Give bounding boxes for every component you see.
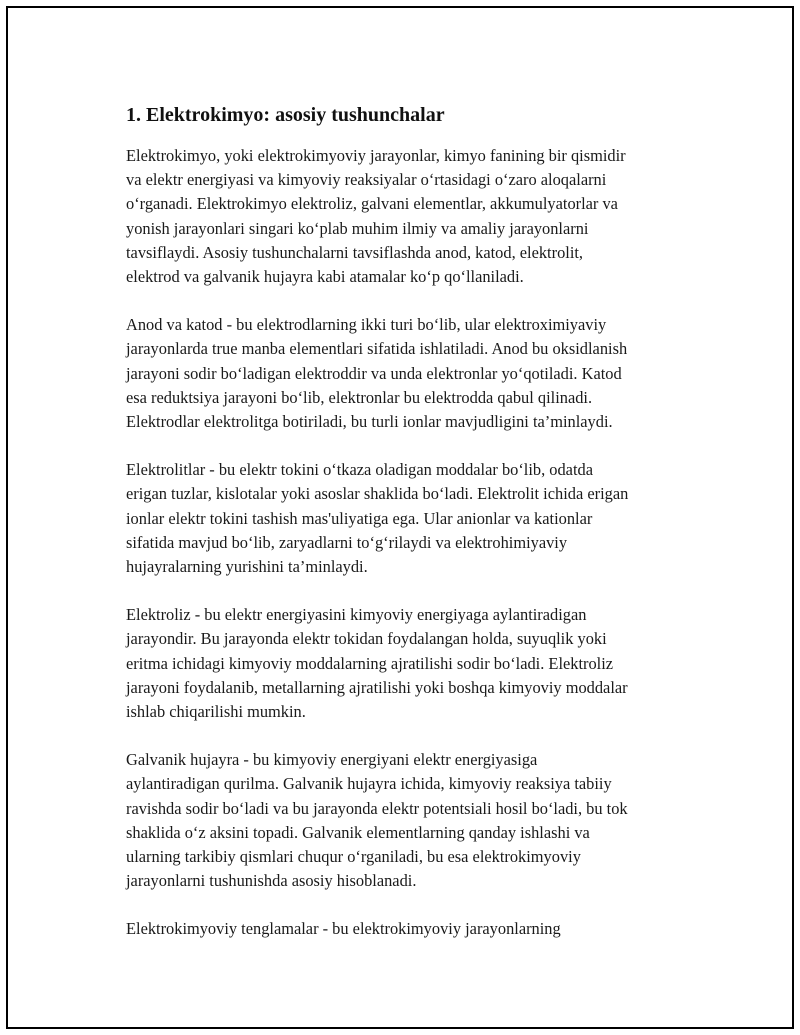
paragraph-electrolysis bbox=[126, 603, 706, 724]
text-line: ravishda sodir bo‘ladi va bu jarayonda elektr potentsiali hosil bo‘ladi, bu tok bbox=[126, 798, 628, 818]
text-line: erigan tuzlar, kislotalar yoki asoslar shaklida bo‘ladi. Elektrolit ichida erigan bbox=[126, 484, 629, 504]
text-line: jarayonlarda true manba elementlari sifatida ishlatiladi. Anod bu oksidlanish bbox=[126, 339, 628, 359]
section-heading: 1. Elektrokimyo: asosiy tushunchalar bbox=[126, 104, 445, 126]
text-line: jarayondir. Bu jarayonda elektr tokidan foydalangan holda, suyuqlik yoki bbox=[126, 629, 607, 649]
text-line: esa reduktsiya jarayoni bo‘lib, elektronlar bu elektrodda qabul qilinadi. bbox=[126, 387, 593, 407]
paragraph-electrolytes bbox=[126, 458, 706, 579]
text-line: shaklida o‘z aksini topadi. Galvanik elementlarning qanday ishlashi va bbox=[126, 822, 590, 842]
text-line: elektrod va galvanik hujayra kabi atamalar ko‘p qo‘llaniladi. bbox=[126, 267, 524, 287]
text-line: sifatida mavjud bo‘lib, zaryadlarni to‘g‘rilaydi va elektrohimiyaviy bbox=[126, 532, 568, 552]
text-line: Elektrolitlar - bu elektr tokini o‘tkaza oladigan moddalar bo‘lib, odatda bbox=[126, 460, 593, 480]
text-line: Galvanik hujayra - bu kimyoviy energiyani elektr energiyasiga bbox=[126, 750, 538, 770]
text-line: Elektroliz - bu elektr energiyasini kimyoviy energiyaga aylantiradigan bbox=[126, 605, 587, 625]
paragraph-equations bbox=[126, 917, 706, 941]
text-line: o‘rganadi. Elektrokimyo elektroliz, galvani elementlar, akkumulyatorlar va bbox=[126, 194, 618, 214]
text-line: tavsiflaydi. Asosiy tushunchalarni tavsiflashda anod, katod, elektrolit, bbox=[126, 242, 584, 262]
paragraph-galvanic-cell bbox=[126, 748, 706, 893]
text-line: yonish jarayonlari singari ko‘plab muhim ilmiy va amaliy jarayonlarni bbox=[126, 218, 589, 238]
text-line: jarayoni sodir bo‘ladigan elektroddir va unda elektronlar yo‘qotiladi. Katod bbox=[126, 363, 622, 383]
text-line: eritma ichidagi kimyoviy moddalarning ajratilishi sodir bo‘ladi. Elektroliz bbox=[126, 653, 614, 673]
text-line: ionlar elektr tokini tashish mas'uliyatiga ega. Ular anionlar va kationlar bbox=[126, 508, 593, 528]
text-line: Elektrokimyo, yoki elektrokimyoviy jarayonlar, kimyo fanining bir qismidir bbox=[126, 146, 626, 165]
document-content bbox=[126, 102, 706, 966]
paragraph-introduction bbox=[126, 144, 706, 289]
text-line: ularning tarkibiy qismlari chuqur o‘rganiladi, bu esa elektrokimyoviy bbox=[126, 847, 581, 867]
text-line: va elektr energiyasi va kimyoviy reaksiyalar o‘rtasidagi o‘zaro aloqalarni bbox=[126, 170, 607, 190]
page-frame bbox=[6, 6, 794, 1029]
text-line: Anod va katod - bu elektrodlarning ikki turi bo‘lib, ular elektroximiyaviy bbox=[126, 315, 607, 335]
text-line: jarayoni foydalanib, metallarning ajratilishi yoki boshqa kimyoviy moddalar bbox=[126, 677, 628, 697]
text-line: Elektrodlar elektrolitga botiriladi, bu turli ionlar mavjudligini ta’minlaydi. bbox=[126, 412, 613, 432]
text-line: aylantiradigan qurilma. Galvanik hujayra ichida, kimyoviy reaksiya tabiiy bbox=[126, 774, 612, 794]
text-line: Elektrokimyoviy tenglamalar - bu elektrokimyoviy jarayonlarning bbox=[126, 919, 561, 939]
paragraph-anode-cathode bbox=[126, 313, 706, 434]
text-line: hujayralarning yurishini ta’minlaydi. bbox=[126, 557, 368, 577]
text-line: ishlab chiqarilishi mumkin. bbox=[126, 702, 306, 722]
text-line: jarayonlarni tushunishda asosiy hisoblanadi. bbox=[126, 871, 417, 891]
